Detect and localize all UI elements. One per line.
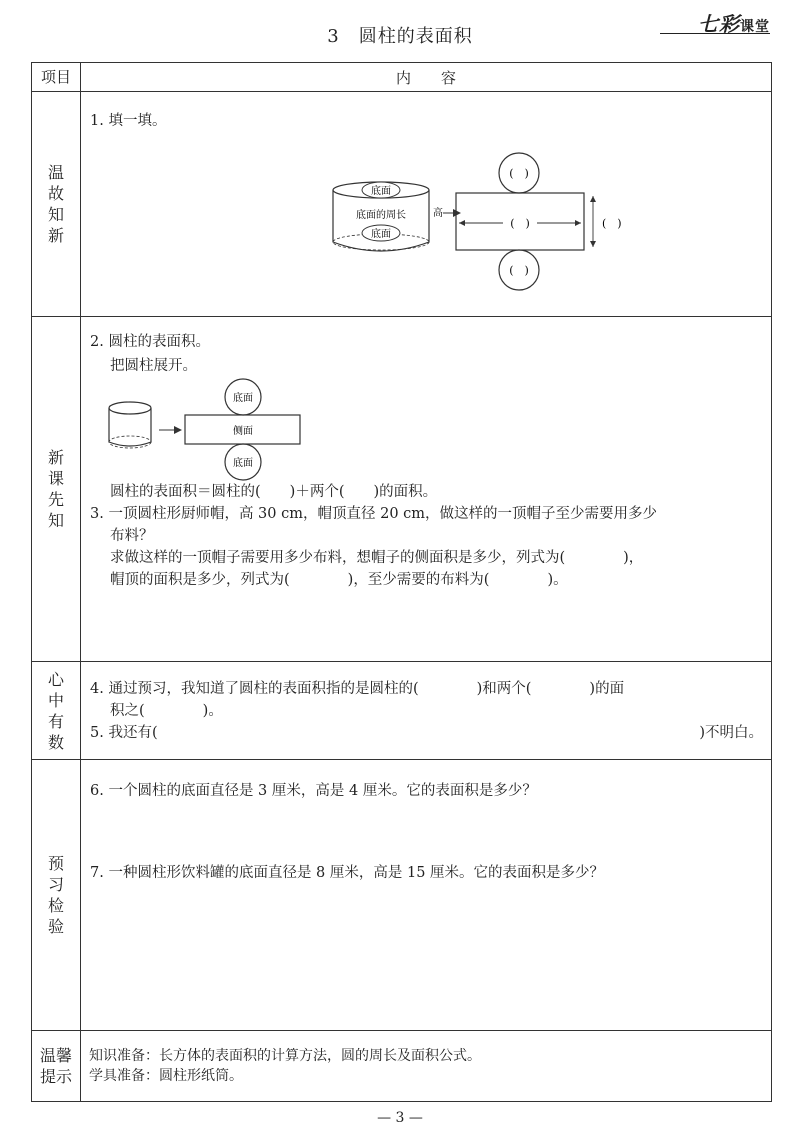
section-label: 预习检验 xyxy=(32,760,81,1031)
question-4-line2: 积之( )。 xyxy=(110,703,223,719)
header-item: 项目 xyxy=(32,63,81,92)
section-content xyxy=(81,662,772,760)
section-self-check xyxy=(32,662,772,760)
section-label: 温馨提示 xyxy=(32,1031,81,1102)
section-content xyxy=(81,92,772,317)
header-content: 内 容 xyxy=(81,63,772,92)
section-preview xyxy=(32,317,772,662)
section-label: 新课先知 xyxy=(32,317,81,662)
blank-width: ( ) xyxy=(602,217,622,230)
question-3-line3: 求做这样的一顶帽子需要用多少布料，想帽子的侧面积是多少，列式为( )， xyxy=(110,550,644,566)
brand-name: 七彩 xyxy=(698,12,740,36)
label-height: 高 xyxy=(433,208,443,219)
small-cylinder xyxy=(109,402,151,448)
question-2-sub: 把圆柱展开。 xyxy=(110,358,197,374)
question-7: 7. 一种圆柱形饮料罐的底面直径是 8 厘米，高是 15 厘米。它的表面积是多少？ xyxy=(90,865,605,881)
blank-top: ( ) xyxy=(509,167,529,180)
section-tips xyxy=(32,1031,772,1102)
section-content xyxy=(81,317,772,662)
brand-underline xyxy=(660,33,770,34)
section-label: 心中有数 xyxy=(32,662,81,760)
brand-sub: 课堂 xyxy=(740,19,770,35)
section-content xyxy=(81,1031,772,1102)
question-2-formula: 圆柱的表面积＝圆柱的( )＋两个( )的面积。 xyxy=(110,484,438,500)
question-5-end: )不明白。 xyxy=(699,725,763,741)
section-review xyxy=(32,92,772,317)
section-content xyxy=(81,760,772,1031)
question-3-line1: 3. 一顶圆柱形厨师帽，高 30 cm，帽顶直径 20 cm，做这样的一顶帽子至少需要用多少 xyxy=(90,506,658,522)
question-5-start: 5. 我还有( xyxy=(90,725,158,741)
tip-tools: 学具准备：圆柱形纸筒。 xyxy=(89,1068,243,1084)
section-label: 温故知新 xyxy=(32,92,81,317)
label-top-base: 底面 xyxy=(371,186,391,197)
page-number: — 3 — xyxy=(377,1110,423,1126)
question-6: 6. 一个圆柱的底面直径是 3 厘米，高是 4 厘米。它的表面积是多少？ xyxy=(90,783,537,799)
label-bottom: 底面 xyxy=(233,458,253,469)
surface-net-figure xyxy=(81,317,773,497)
blank-bottom: ( ) xyxy=(509,264,529,277)
question-1: 1. 填一填。 xyxy=(90,113,167,129)
cylinder-drawing xyxy=(333,182,443,251)
worksheet-table xyxy=(31,62,772,1102)
table-header-row xyxy=(32,63,772,92)
cylinder-net-figure xyxy=(81,92,773,316)
label-circumference: 底面的周长 xyxy=(356,210,406,221)
question-4-line1: 4. 通过预习，我知道了圆柱的表面积指的是圆柱的( )和两个( )的面 xyxy=(90,681,625,697)
section-practice xyxy=(32,760,772,1031)
label-top: 底面 xyxy=(233,393,253,404)
blank-length: ( ) xyxy=(510,217,530,230)
question-3-line4: 帽顶的面积是多少，列式为( )，至少需要的布料为( )。 xyxy=(110,572,568,588)
label-bottom-base: 底面 xyxy=(371,229,391,240)
question-3-line2: 布料？ xyxy=(110,528,154,544)
label-side: 侧面 xyxy=(233,426,253,437)
question-2-title: 2. 圆柱的表面积。 xyxy=(90,334,210,350)
tip-knowledge: 知识准备：长方体的表面积的计算方法，圆的周长及面积公式。 xyxy=(89,1048,481,1064)
page-title: 3 圆柱的表面积 xyxy=(327,26,473,47)
arrow-head xyxy=(453,209,461,217)
